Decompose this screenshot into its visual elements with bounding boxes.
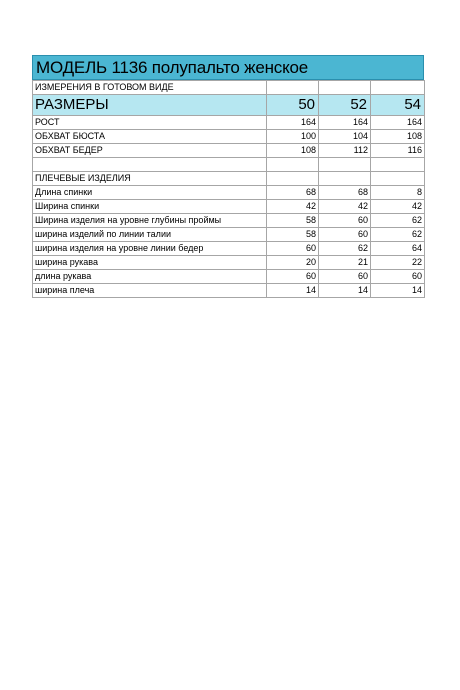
row-label: ширина изделий по линии талии [33, 228, 267, 242]
measurement-value: 14 [267, 284, 319, 298]
garment-measurement-row [33, 228, 425, 242]
measurement-value: 60 [319, 228, 371, 242]
body-measurement-row [33, 144, 425, 158]
measurement-value: 108 [371, 130, 425, 144]
row-label [33, 158, 267, 172]
empty-cell [319, 81, 371, 95]
measurement-value: 62 [319, 242, 371, 256]
measurement-value: 108 [267, 144, 319, 158]
measurement-value: 60 [319, 270, 371, 284]
measurement-value: 58 [267, 214, 319, 228]
empty-cell [319, 158, 371, 172]
measurement-value: 42 [371, 200, 425, 214]
spacer-row [33, 158, 425, 172]
measurement-value: 60 [319, 214, 371, 228]
measurement-value: 104 [319, 130, 371, 144]
measurement-value: 60 [267, 242, 319, 256]
garment-measurement-row [33, 256, 425, 270]
row-label: ширина рукава [33, 256, 267, 270]
garment-measurement-row [33, 200, 425, 214]
garment-measurement-row [33, 242, 425, 256]
empty-cell [267, 81, 319, 95]
measurement-value: 164 [371, 116, 425, 130]
model-title: МОДЕЛЬ 1136 полупальто женское [32, 55, 424, 80]
garment-measurement-row [33, 186, 425, 200]
row-label: Ширина изделия на уровне глубины проймы [33, 214, 267, 228]
garment-measurement-row [33, 270, 425, 284]
measurement-value: 164 [267, 116, 319, 130]
measurement-value: 14 [371, 284, 425, 298]
row-label: Ширина спинки [33, 200, 267, 214]
measurement-value: 68 [267, 186, 319, 200]
measurement-value: 8 [371, 186, 425, 200]
row-label: ПЛЕЧЕВЫЕ ИЗДЕЛИЯ [33, 172, 267, 186]
garment-measurement-row [33, 214, 425, 228]
measurement-value: 116 [371, 144, 425, 158]
measurement-value: 100 [267, 130, 319, 144]
measurement-value: 62 [371, 214, 425, 228]
empty-cell [371, 81, 425, 95]
section-header-row [33, 172, 425, 186]
empty-cell [267, 172, 319, 186]
measurement-value: 60 [267, 270, 319, 284]
size-50: 50 [267, 95, 319, 116]
row-label: ОБХВАТ БЕДЕР [33, 144, 267, 158]
measurement-value: 42 [267, 200, 319, 214]
empty-cell [371, 158, 425, 172]
empty-cell [371, 172, 425, 186]
measurement-value: 60 [371, 270, 425, 284]
empty-cell [267, 158, 319, 172]
measurement-value: 22 [371, 256, 425, 270]
measurement-value: 68 [319, 186, 371, 200]
row-label: ОБХВАТ БЮСТА [33, 130, 267, 144]
sizes-header-row [33, 95, 425, 116]
body-measurement-row [33, 116, 425, 130]
row-label: ширина плеча [33, 284, 267, 298]
size-52: 52 [319, 95, 371, 116]
measurement-value: 21 [319, 256, 371, 270]
subtitle-cell: ИЗМЕРЕНИЯ В ГОТОВОМ ВИДЕ [33, 81, 267, 95]
row-label: длина рукава [33, 270, 267, 284]
measurement-value: 64 [371, 242, 425, 256]
measurement-value: 164 [319, 116, 371, 130]
sizes-label: РАЗМЕРЫ [33, 95, 267, 116]
empty-cell [319, 172, 371, 186]
measurement-value: 112 [319, 144, 371, 158]
measurement-value: 14 [319, 284, 371, 298]
row-label: ширина изделия на уровне линии бедер [33, 242, 267, 256]
size-54: 54 [371, 95, 425, 116]
measurement-value: 62 [371, 228, 425, 242]
measurement-value: 58 [267, 228, 319, 242]
garment-measurement-row [33, 284, 425, 298]
subtitle-row [33, 81, 425, 95]
row-label: РОСТ [33, 116, 267, 130]
measurement-value: 20 [267, 256, 319, 270]
size-chart-sheet [32, 55, 424, 298]
measurement-value: 42 [319, 200, 371, 214]
row-label: Длина спинки [33, 186, 267, 200]
body-measurement-row [33, 130, 425, 144]
size-table [32, 80, 425, 298]
